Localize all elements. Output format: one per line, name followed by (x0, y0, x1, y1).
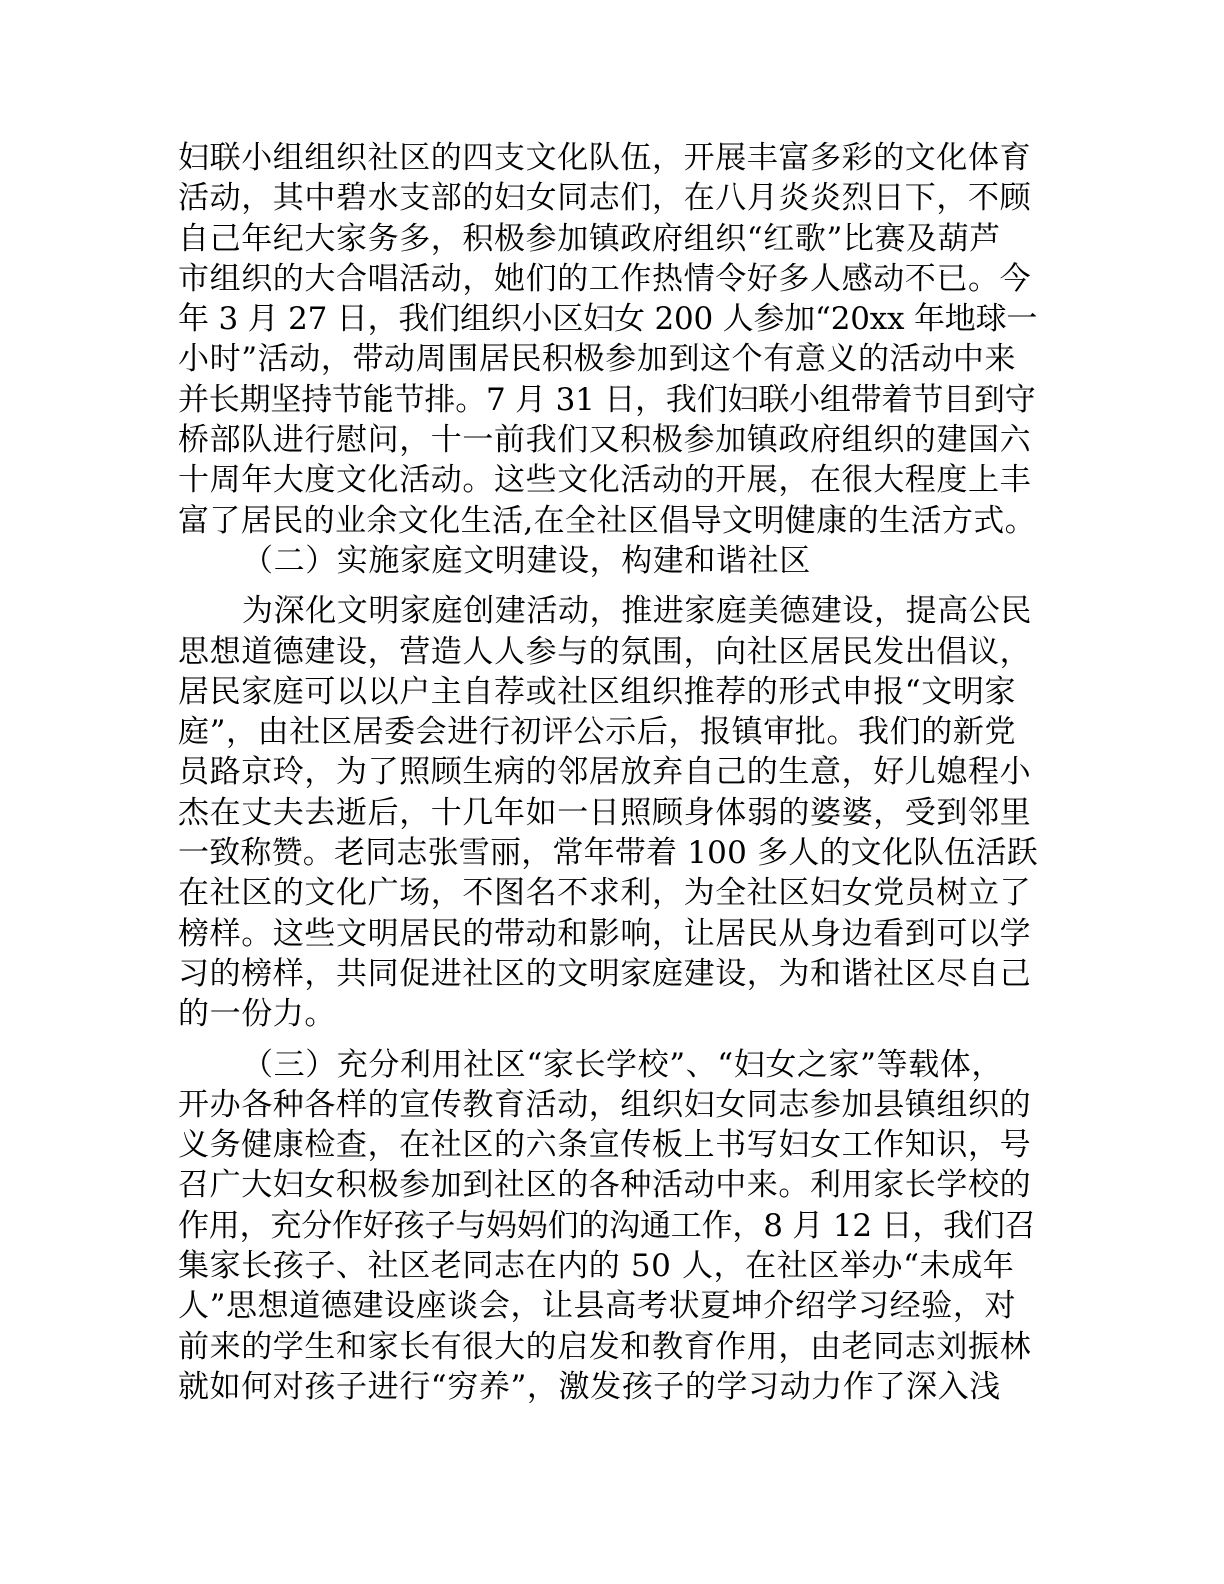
text-line: 作用，充分作好孩子与妈妈们的沟通工作，8 月 12 日，我们召 (178, 1207, 1036, 1244)
text-line: 十周年大度文化活动。这些文化活动的开展，在很大程度上丰 (178, 462, 1032, 499)
text-line: 思想道德建设，营造人人参与的氛围，向社区居民发出倡议， (178, 633, 1032, 670)
document-page (178, 138, 1038, 1407)
text-line: 前来的学生和家长有很大的启发和教育作用，由老同志刘振林 (178, 1328, 1032, 1365)
text-line: 习的榜样，共同促进社区的文明家庭建设，为和谐社区尽自己 (178, 955, 1032, 992)
text-line: 一致称赞。老同志张雪丽，常年带着 100 多人的文化队伍活跃 (178, 835, 1038, 872)
text-line: 员路京玲，为了照顾生病的邻居放弃自己的生意，好儿媳程小 (178, 754, 1032, 791)
text-line: 年 3 月 27 日，我们组织小区妇女 200 人参加“20xx 年地球一 (178, 301, 1038, 338)
text-line: 杰在丈夫去逝后，十几年如一日照顾身体弱的婆婆，受到邻里 (178, 794, 1032, 831)
text-line: 召广大妇女积极参加到社区的各种活动中来。利用家长学校的 (178, 1167, 1032, 1204)
paragraph-cultural-activities (178, 138, 1038, 541)
text-line: 义务健康检查，在社区的六条宣传板上书写妇女工作知识，号 (178, 1127, 1032, 1164)
text-line: 妇联小组组织社区的四支文化队伍，开展丰富多彩的文化体育 (178, 140, 1032, 176)
section-heading: （二）实施家庭文明建设，构建和谐社区 (242, 542, 811, 579)
text-line: 为深化文明家庭创建活动，推进家庭美德建设，提高公民 (242, 593, 1032, 630)
text-line: 人”思想道德建设座谈会，让县高考状夏坤介绍学习经验，对 (178, 1288, 1017, 1325)
text-line: 榜样。这些文明居民的带动和影响，让居民从身边看到可以学 (178, 915, 1032, 952)
text-line: 居民家庭可以以户主自荐或社区组织推荐的形式申报“文明家 (178, 673, 1017, 710)
text-line: 市组织的大合唱活动，她们的工作热情令好多人感动不已。今 (178, 260, 1032, 297)
text-line: （三）充分利用社区“家长学校”、“妇女之家”等载体， (242, 1046, 1003, 1083)
text-line: 活动，其中碧水支部的妇女同志们，在八月炎炎烈日下，不顾 (178, 180, 1032, 217)
section-heading-family-civilization (178, 541, 1038, 581)
paragraph-parent-school (178, 1045, 1038, 1408)
text-line: 庭”，由社区居委会进行初评公示后，报镇审批。我们的新党 (178, 714, 1017, 751)
paragraph-civilized-families (178, 591, 1038, 1034)
text-line: 自己年纪大家务多，积极参加镇政府组织“红歌”比赛及葫芦 (178, 220, 1001, 257)
text-line: 的一份力。 (178, 996, 336, 1033)
text-line: 富了居民的业余文化生活,在全社区倡导文明健康的生活方式。 (178, 502, 1037, 539)
text-line: 在社区的文化广场，不图名不求利，为全社区妇女党员树立了 (178, 875, 1032, 912)
text-line: 并长期坚持节能节排。7 月 31 日，我们妇联小组带着节目到守 (178, 381, 1036, 418)
text-line: 集家长孩子、社区老同志在内的 50 人，在社区举办“未成年 (178, 1248, 1015, 1285)
text-line: 小时”活动，带动周围居民积极参加到这个有意义的活动中来 (178, 341, 1017, 378)
text-line: 开办各种各样的宣传教育活动，组织妇女同志参加县镇组织的 (178, 1086, 1032, 1123)
text-line: 就如何对孩子进行“穷养”，激发孩子的学习动力作了深入浅 (178, 1368, 1001, 1405)
text-line: 桥部队进行慰问，十一前我们又积极参加镇政府组织的建国六 (178, 422, 1032, 459)
